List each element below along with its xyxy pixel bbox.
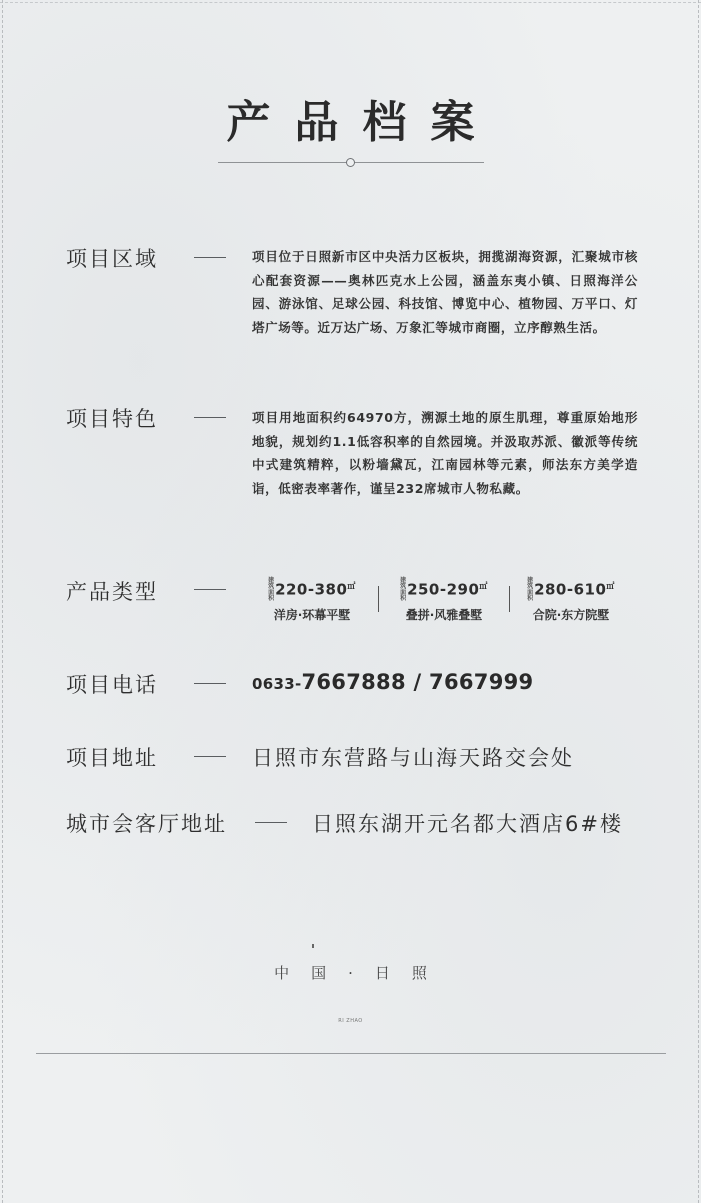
type-separator	[509, 586, 510, 612]
size-range: 220-380	[275, 580, 348, 599]
product-type-item	[384, 578, 504, 623]
area-text: 项目位于日照新市区中央活力区板块，拥揽湖海资源，汇聚城市核心配套资源——奥林匹克水上公园，涵盖东夷小镇、日照海洋公园、游泳馆、足球公园、科技馆、博览中心、植物园、万平口、灯塔广场等。近万达广场、万象汇等城市商圈，立序醇熟生活。	[252, 249, 638, 335]
footer-location: 中国·日照	[274, 964, 449, 982]
bottom-divider	[36, 1053, 666, 1054]
phone-dash	[194, 683, 226, 684]
feature-label: 项目特色	[66, 407, 158, 431]
types-label: 产品类型	[66, 580, 158, 604]
sales-dash	[255, 822, 287, 823]
size-unit: ㎡	[606, 581, 615, 591]
feature-text: 项目用地面积约64970方，溯源土地的原生肌理，尊重原始地形地貌，规划约1.1低容积率的自然园境。并汲取苏派、徽派等传统中式建筑精粹，以粉墙黛瓦，江南园林等元素，师法东方美学造诣，低密表率著作，谨呈232席城市人物私藏。	[252, 410, 638, 496]
page-title: 产品档案	[226, 97, 499, 148]
phone-digits: 7667888 / 7667999	[301, 670, 534, 694]
phone-area-code: 0633-	[252, 675, 302, 693]
product-type-item	[511, 578, 631, 623]
area-prefix: 建筑面积	[527, 577, 534, 602]
dashed-top-edge	[0, 2, 701, 3]
area-dash	[194, 257, 226, 258]
types-dash	[194, 589, 226, 590]
type-name: 叠拼·风雅叠墅	[405, 608, 483, 622]
footer-tick	[312, 944, 314, 948]
area-label: 项目区域	[66, 247, 158, 271]
type-name: 合院·东方院墅	[532, 608, 610, 622]
feature-dash	[194, 417, 226, 418]
size-unit: ㎡	[347, 581, 356, 591]
address-dash	[194, 756, 226, 757]
type-name: 洋房·环幕平墅	[273, 608, 351, 622]
phone-number[interactable]	[252, 670, 533, 694]
area-prefix: 建筑面积	[400, 577, 407, 602]
sales-value: 日照东湖开元名都大酒店6#楼	[312, 812, 623, 836]
product-type-item	[252, 578, 372, 623]
product-types	[252, 578, 632, 624]
address-label: 项目地址	[66, 746, 158, 770]
sales-label: 城市会客厅地址	[66, 812, 227, 836]
footer-location-en: RI ZHAO	[338, 1018, 363, 1024]
size-unit: ㎡	[479, 581, 488, 591]
type-separator	[378, 586, 379, 612]
area-prefix: 建筑面积	[268, 577, 275, 602]
phone-label: 项目电话	[66, 673, 158, 697]
title-divider-dot	[346, 158, 355, 167]
size-range: 280-610	[534, 580, 607, 599]
address-value: 日照市东营路与山海天路交会处	[252, 746, 574, 770]
size-range: 250-290	[407, 580, 480, 599]
